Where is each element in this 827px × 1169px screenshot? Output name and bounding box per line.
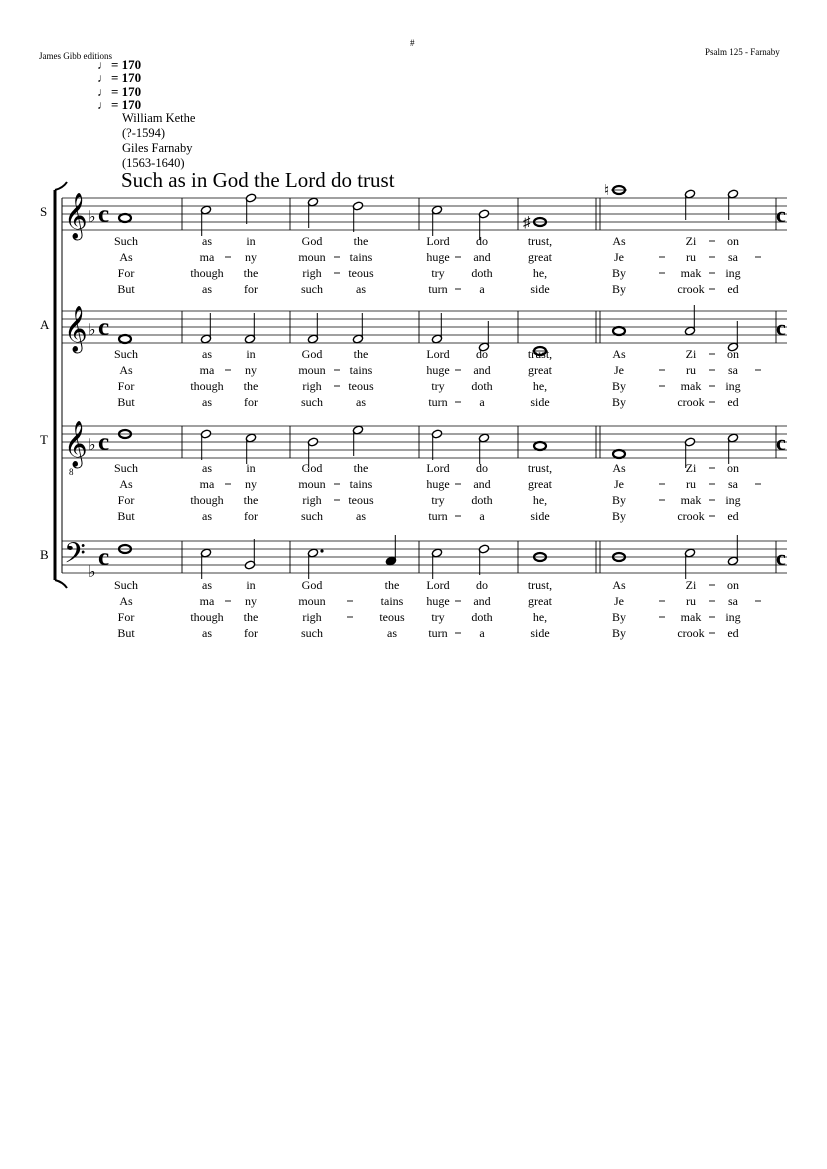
lyric-syllable: By: [611, 266, 627, 280]
lyric-syllable: teous: [348, 266, 374, 280]
lyric-syllable: try: [431, 379, 445, 393]
voice-label: S: [40, 204, 48, 219]
tempo-mark: ♩ = 170: [97, 70, 142, 85]
lyric-syllable: and: [473, 594, 491, 608]
lyric-syllable: Such: [114, 461, 138, 475]
lyric-syllable: on: [727, 578, 739, 592]
lyric-syllable: such: [301, 282, 323, 296]
flat-sign-icon: ♭: [88, 322, 96, 339]
lyric-syllable: God: [301, 234, 323, 248]
lyric-syllable: sa: [728, 250, 738, 264]
bracket-hook-top: [55, 182, 67, 190]
tempo-mark: ♩ = 170: [97, 84, 142, 99]
lyric-syllable: for: [244, 395, 258, 409]
lyric-syllable: for: [244, 626, 258, 640]
lyric-syllable: moun: [298, 250, 326, 264]
lyric-syllable: trust,: [527, 347, 553, 361]
lyric-syllable: But: [117, 509, 135, 523]
lyric-syllable: Lord: [426, 347, 450, 361]
lyric-syllable: as: [202, 461, 212, 475]
lyric-syllable: ma: [199, 250, 215, 264]
lyric-syllable: mak: [680, 266, 702, 280]
bracket-hook-bottom: [55, 580, 67, 588]
lyric-syllable: moun: [298, 363, 326, 377]
lyric-syllable: such: [301, 395, 323, 409]
lyric-syllable: As: [612, 461, 626, 475]
lyric-syllable: As: [119, 363, 133, 377]
piece-title: Such as in God the Lord do trust: [121, 168, 395, 192]
tempo-mark: ♩ = 170: [97, 57, 142, 72]
lyric-syllable: the: [243, 493, 259, 507]
composer-dates: (1563-1640): [122, 156, 185, 170]
publisher-credit: James Gibb editions: [39, 51, 112, 61]
lyric-syllable: as: [202, 282, 212, 296]
whole-note: [613, 327, 625, 335]
quarter-note-icon: ♩: [97, 98, 109, 112]
page-mark: #: [410, 38, 415, 48]
lyric-syllable: do: [476, 461, 488, 475]
lyric-syllable: in: [246, 234, 256, 248]
whole-note: [119, 335, 131, 343]
lyric-syllable: side: [530, 509, 550, 523]
lyric-syllable: great: [528, 363, 552, 377]
lyric-syllable: By: [611, 610, 627, 624]
lyric-syllable: as: [356, 282, 366, 296]
lyric-syllable: he,: [532, 266, 548, 280]
lyric-syllable: for: [244, 509, 258, 523]
lyric-syllable: sa: [728, 477, 738, 491]
lyric-syllable: trust,: [527, 578, 553, 592]
lyric-syllable: such: [301, 509, 323, 523]
lyric-syllable: Such: [114, 578, 138, 592]
composer-name: Giles Farnaby: [122, 141, 193, 155]
lyric-syllable: ed: [727, 626, 739, 640]
lyric-syllable: as: [202, 395, 212, 409]
lyric-syllable: Zi: [685, 234, 697, 248]
lyric-syllable: God: [301, 578, 323, 592]
lyric-syllable: ing: [725, 379, 741, 393]
bass-clef-icon: 𝄢: [64, 539, 86, 576]
lyric-syllable: as: [202, 578, 212, 592]
lyric-syllable: turn: [428, 626, 448, 640]
lyric-syllable: tains: [349, 477, 373, 491]
lyric-syllable: ru: [686, 594, 696, 608]
lyric-syllable: mak: [680, 610, 702, 624]
lyric-syllable: For: [117, 266, 135, 280]
lyric-syllable: do: [476, 347, 488, 361]
lyric-syllable: the: [353, 461, 369, 475]
lyric-syllable: mak: [680, 493, 702, 507]
lyric-syllable: he,: [532, 493, 548, 507]
lyric-syllable: turn: [428, 509, 448, 523]
lyric-syllable: By: [611, 626, 627, 640]
lyric-syllable: But: [117, 282, 135, 296]
lyric-syllable: By: [611, 493, 627, 507]
lyric-syllable: Je: [614, 477, 624, 491]
lyric-syllable: For: [117, 379, 135, 393]
lyric-syllable: As: [119, 477, 133, 491]
lyricist-name: William Kethe: [122, 111, 196, 125]
lyric-syllable: huge: [426, 477, 450, 491]
lyric-syllable: and: [473, 477, 491, 491]
lyric-syllable: side: [530, 626, 550, 640]
lyric-syllable: righ: [302, 379, 322, 393]
common-time-icon: c: [776, 315, 786, 340]
lyric-syllable: As: [612, 347, 626, 361]
lyric-syllable: crook: [677, 509, 705, 523]
octave-mark-icon: 8: [69, 467, 74, 477]
lyric-syllable: ru: [686, 250, 696, 264]
lyric-syllable: ny: [245, 250, 257, 264]
common-time-icon: c: [776, 545, 786, 570]
lyric-syllable: crook: [677, 395, 705, 409]
lyric-syllable: though: [190, 493, 224, 507]
lyric-syllable: Lord: [426, 461, 450, 475]
lyric-syllable: For: [117, 610, 135, 624]
lyric-syllable: and: [473, 250, 491, 264]
lyric-syllable: try: [431, 493, 445, 507]
lyric-syllable: on: [727, 347, 739, 361]
lyric-syllable: righ: [302, 266, 322, 280]
lyric-syllable: righ: [302, 493, 322, 507]
common-time-icon: c: [98, 544, 110, 571]
lyric-syllable: a: [479, 509, 485, 523]
lyric-syllable: as: [202, 509, 212, 523]
treble-clef-icon: 𝄞: [64, 306, 88, 351]
lyric-syllable: he,: [532, 610, 548, 624]
lyric-syllable: As: [612, 234, 626, 248]
flat-sign-icon: ♭: [88, 437, 96, 454]
lyric-syllable: huge: [426, 250, 450, 264]
lyric-syllable: ny: [245, 363, 257, 377]
lyric-syllable: Zi: [685, 461, 697, 475]
voice-label: A: [40, 317, 50, 332]
lyric-syllable: ing: [725, 493, 741, 507]
lyric-syllable: doth: [471, 610, 493, 624]
whole-note: [534, 442, 546, 450]
lyric-syllable: though: [190, 266, 224, 280]
lyric-syllable: the: [243, 610, 259, 624]
lyric-syllable: ma: [199, 594, 215, 608]
lyric-syllable: such: [301, 626, 323, 640]
lyric-syllable: do: [476, 578, 488, 592]
lyric-syllable: the: [353, 234, 369, 248]
lyric-syllable: As: [119, 594, 133, 608]
tempo-mark: ♩ = 170: [97, 97, 142, 112]
lyric-syllable: crook: [677, 626, 705, 640]
flat-sign-icon: ♭: [88, 209, 96, 226]
lyric-syllable: the: [353, 347, 369, 361]
lyricist-dates: (?-1594): [122, 126, 166, 140]
lyric-syllable: huge: [426, 594, 450, 608]
lyric-syllable: ed: [727, 282, 739, 296]
lyric-syllable: a: [479, 282, 485, 296]
lyric-syllable: By: [611, 509, 627, 523]
lyric-syllable: For: [117, 493, 135, 507]
lyric-syllable: do: [476, 234, 488, 248]
lyric-syllable: try: [431, 266, 445, 280]
lyric-syllable: turn: [428, 395, 448, 409]
lyric-syllable: By: [611, 282, 627, 296]
treble-clef-icon: 𝄞: [64, 193, 88, 238]
lyric-syllable: Je: [614, 363, 624, 377]
lyric-syllable: on: [727, 234, 739, 248]
lyric-syllable: doth: [471, 379, 493, 393]
common-time-icon: c: [776, 430, 786, 455]
lyric-syllable: Lord: [426, 234, 450, 248]
quarter-note-icon: ♩: [97, 71, 109, 85]
whole-note: [119, 214, 131, 222]
lyric-syllable: But: [117, 626, 135, 640]
lyric-syllable: a: [479, 395, 485, 409]
lyric-syllable: teous: [379, 610, 405, 624]
lyric-syllable: tains: [349, 363, 373, 377]
lyric-syllable: try: [431, 610, 445, 624]
flat-sign-icon: ♭: [88, 564, 96, 581]
lyric-syllable: a: [479, 626, 485, 640]
lyric-syllable: as: [202, 347, 212, 361]
lyric-syllable: for: [244, 282, 258, 296]
lyric-syllable: he,: [532, 379, 548, 393]
lyric-syllable: great: [528, 250, 552, 264]
lyric-syllable: great: [528, 594, 552, 608]
lyric-syllable: As: [612, 578, 626, 592]
lyric-syllable: as: [202, 626, 212, 640]
lyric-syllable: moun: [298, 594, 326, 608]
lyric-syllable: Zi: [685, 578, 697, 592]
augmentation-dot: [320, 549, 323, 552]
system: [40, 182, 787, 640]
lyric-syllable: Lord: [426, 578, 450, 592]
lyric-syllable: ma: [199, 363, 215, 377]
lyric-syllable: Zi: [685, 347, 697, 361]
lyric-syllable: sa: [728, 594, 738, 608]
lyric-syllable: side: [530, 395, 550, 409]
common-time-icon: c: [98, 314, 110, 341]
work-id: Psalm 125 - Farnaby: [705, 47, 780, 57]
sharp-sign-icon: ♯: [523, 215, 531, 231]
lyric-syllable: moun: [298, 477, 326, 491]
lyric-syllable: ny: [245, 594, 257, 608]
common-time-icon: c: [98, 429, 110, 456]
lyric-syllable: turn: [428, 282, 448, 296]
lyric-syllable: huge: [426, 363, 450, 377]
lyric-syllable: as: [356, 509, 366, 523]
lyric-syllable: in: [246, 347, 256, 361]
lyric-syllable: trust,: [527, 234, 553, 248]
lyric-syllable: tains: [349, 250, 373, 264]
lyric-syllable: But: [117, 395, 135, 409]
quarter-note-icon: ♩: [97, 58, 109, 72]
lyric-syllable: in: [246, 461, 256, 475]
lyric-syllable: though: [190, 610, 224, 624]
lyric-syllable: ing: [725, 610, 741, 624]
lyric-syllable: As: [119, 250, 133, 264]
voice-label: T: [40, 432, 48, 447]
lyric-syllable: as: [387, 626, 397, 640]
lyric-syllable: trust,: [527, 461, 553, 475]
whole-note: [613, 450, 625, 458]
lyric-syllable: ing: [725, 266, 741, 280]
lyric-syllable: the: [243, 266, 259, 280]
lyric-syllable: Je: [614, 250, 624, 264]
lyric-syllable: side: [530, 282, 550, 296]
lyric-syllable: ny: [245, 477, 257, 491]
lyric-syllable: crook: [677, 282, 705, 296]
lyric-syllable: teous: [348, 379, 374, 393]
lyric-syllable: the: [243, 379, 259, 393]
lyric-syllable: teous: [348, 493, 374, 507]
lyric-syllable: God: [301, 347, 323, 361]
common-time-icon: c: [776, 202, 786, 227]
lyric-syllable: God: [301, 461, 323, 475]
lyric-syllable: ed: [727, 509, 739, 523]
lyric-syllable: ma: [199, 477, 215, 491]
lyric-syllable: tains: [380, 594, 404, 608]
lyric-syllable: By: [611, 379, 627, 393]
natural-sign-icon: ♮: [604, 183, 610, 199]
lyric-syllable: as: [356, 395, 366, 409]
lyric-syllable: as: [202, 234, 212, 248]
lyric-syllable: By: [611, 395, 627, 409]
lyric-syllable: ed: [727, 395, 739, 409]
quarter-note-icon: ♩: [97, 85, 109, 99]
common-time-icon: c: [98, 201, 110, 228]
lyric-syllable: sa: [728, 363, 738, 377]
lyric-syllable: ru: [686, 477, 696, 491]
lyric-syllable: and: [473, 363, 491, 377]
lyric-syllable: though: [190, 379, 224, 393]
lyric-syllable: great: [528, 477, 552, 491]
lyric-syllable: Such: [114, 234, 138, 248]
lyric-syllable: Such: [114, 347, 138, 361]
treble-clef-icon: 𝄞: [64, 421, 88, 466]
lyric-syllable: ru: [686, 363, 696, 377]
voice-label: B: [40, 547, 49, 562]
lyric-syllable: Je: [614, 594, 624, 608]
lyric-syllable: on: [727, 461, 739, 475]
lyric-syllable: mak: [680, 379, 702, 393]
lyric-syllable: doth: [471, 266, 493, 280]
lyric-syllable: in: [246, 578, 256, 592]
lyric-syllable: doth: [471, 493, 493, 507]
lyric-syllable: righ: [302, 610, 322, 624]
lyric-syllable: the: [384, 578, 400, 592]
